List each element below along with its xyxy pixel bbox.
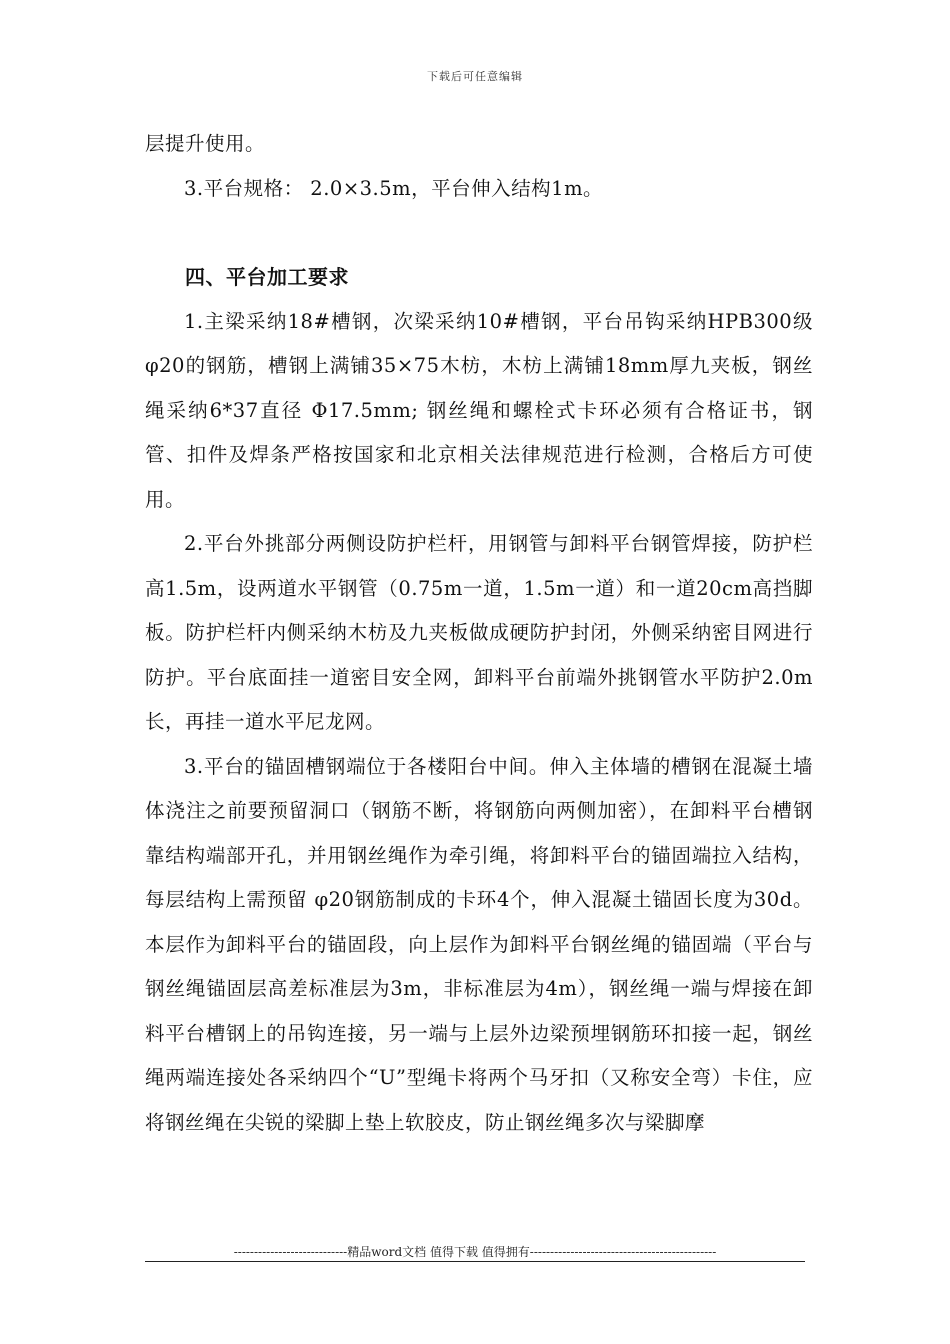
requirement-item-2: 2.平台外挑部分两侧设防护栏杆，用钢管与卸料平台钢管焊接，防护栏高1.5m，设两道水平钢管（0.75m一道，1.5m一道）和一道20cm高挡脚板。防护栏杆内侧采纳木枋及九夹板做成硬防护封闭，外侧采纳密目网进行防护。平台底面挂一道密目安全网，卸料平台前端外挑钢管水平防护2.0m长，再挂一道水平尼龙网。: [145, 532, 813, 733]
section-heading: 四、平台加工要求: [185, 265, 349, 289]
paragraph-continuation: 层提升使用。: [145, 132, 266, 155]
document-body: [145, 122, 813, 1145]
page-footer-text: ----------------------------精品word文档 值得下载 值得拥有----------------------------------------------: [233, 1245, 717, 1259]
paragraph-gap: [145, 211, 813, 255]
footer-divider: [145, 1261, 805, 1262]
requirement-item-3: 3.平台的锚固槽钢端位于各楼阳台中间。伸入主体墙的槽钢在混凝土墙体浇注之前要预留洞口（钢筋不断，将钢筋向两侧加密），在卸料平台槽钢靠结构端部开孔，并用钢丝绳作为牵引绳，将卸料平台的锚固端拉入结构，每层结构上需预留 φ20钢筋制成的卡环4个，伸入混凝土锚固长度为30d。本层作为卸料平台的锚固段，向上层作为卸料平台钢丝绳的锚固端（平台与钢丝绳锚固层高差标准层为3m，非标准层为4m），钢丝绳一端与焊接在卸料平台槽钢上的吊钩连接，另一端与上层外边梁预埋钢筋环扣接一起，钢丝绳两端连接处各采纳四个“U”型绳卡将两个马牙扣（又称安全弯）卡住，应将钢丝绳在尖锐的梁脚上垫上软胶皮，防止钢丝绳多次与梁脚摩: [145, 754, 813, 1134]
requirement-item-1: 1.主梁采纳18#槽钢，次梁采纳10#槽钢，平台吊钩采纳HPB300级 φ20的钢筋，槽钢上满铺35×75木枋，木枋上满铺18mm厚九夹板，钢丝绳采纳6*37直径 Φ17.5mm; 钢丝绳和螺栓式卡环必须有合格证书，钢管、扣件及焊条严格按国家和北京相关法律规范进行检测，合格后方可使用。: [145, 309, 813, 511]
spec-item-3: 3.平台规格： 2.0×3.5m，平台伸入结构1m。: [184, 176, 604, 200]
page-header-note: 下载后可任意编辑: [427, 70, 523, 83]
